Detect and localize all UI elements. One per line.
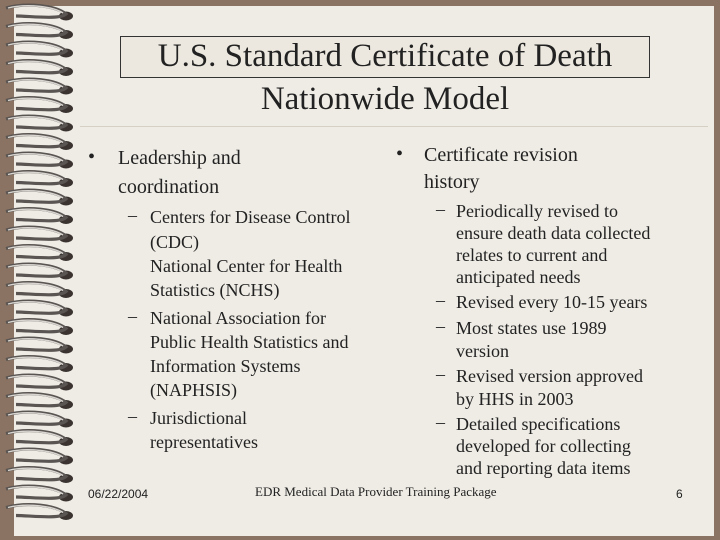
right-sub1-line2: ensure death data collected [456, 223, 651, 243]
dash-icon: – [436, 316, 445, 336]
left-sub2-line4: (NAPHSIS) [150, 380, 238, 400]
dash-icon: – [128, 205, 137, 225]
right-sub5-line3: and reporting data items [456, 458, 631, 478]
left-sub1-line3: National Center for Health [150, 256, 343, 276]
slide-title-line2: Nationwide Model [260, 81, 510, 117]
bullet-icon: • [88, 146, 96, 168]
left-sub2-line1: National Association for [150, 308, 326, 328]
bullet-icon: • [396, 143, 404, 165]
spiral-binding [0, 0, 90, 540]
left-sub3-line1: Jurisdictional [150, 408, 247, 428]
dash-icon: – [436, 412, 445, 432]
right-sub4-line1: Revised version approved [456, 366, 643, 386]
dash-icon: – [436, 364, 445, 384]
left-sub1-line2: (CDC) [150, 232, 199, 252]
left-bullet-line2: coordination [118, 176, 220, 198]
left-sub3-line2: representatives [150, 432, 258, 452]
left-sub1-line1: Centers for Disease Control [150, 207, 351, 227]
right-bullet-line1: Certificate revision [424, 144, 578, 166]
title-divider [80, 126, 708, 127]
left-sub2-line3: Information Systems [150, 356, 301, 376]
right-sub4-line2: by HHS in 2003 [456, 389, 574, 409]
left-sub1-line4: Statistics (NCHS) [150, 280, 280, 300]
right-sub5-line2: developed for collecting [456, 436, 631, 456]
dash-icon: – [436, 290, 445, 310]
dash-icon: – [128, 306, 137, 326]
right-bullet-line2: history [424, 171, 480, 193]
right-sub3-line2: version [456, 341, 509, 361]
right-sub1-line1: Periodically revised to [456, 201, 618, 221]
right-sub5-line1: Detailed specifications [456, 414, 621, 434]
footer-title: EDR Medical Data Provider Training Package [255, 484, 497, 499]
footer-date: 06/22/2004 [88, 487, 149, 501]
left-sub2-line2: Public Health Statistics and [150, 332, 349, 352]
slide-title-line1: U.S. Standard Certificate of Death [157, 38, 613, 74]
right-sub2-line1: Revised every 10-15 years [456, 292, 648, 312]
right-sub1-line4: anticipated needs [456, 267, 581, 287]
left-bullet-line1: Leadership and [118, 147, 241, 169]
dash-icon: – [128, 406, 137, 426]
right-sub1-line3: relates to current and [456, 245, 608, 265]
footer-page-number: 6 [676, 487, 683, 501]
right-sub3-line1: Most states use 1989 [456, 318, 607, 338]
dash-icon: – [436, 199, 445, 219]
